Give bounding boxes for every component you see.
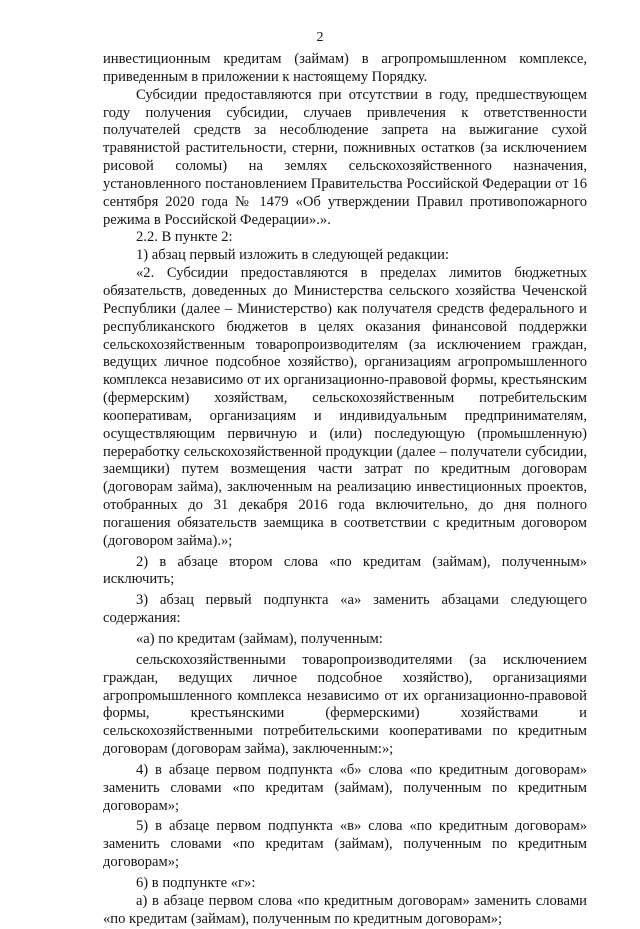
paragraph-item-6: 6) в подпункте «г»:	[136, 874, 256, 891]
paragraph-item-6-a: а) в абзаце первом слова «по кредитным договорам» заменить словами «по кредитам (займам), полученным по кредитным договорам»;	[103, 892, 587, 927]
page-number: 2	[316, 30, 324, 45]
paragraph-subitem-a-title: «а) по кредитам (займам), полученным:	[136, 631, 383, 647]
paragraph-item-2: 2) в абзаце втором слова «по кредитам (займам), полученным» исключить;	[103, 553, 587, 588]
paragraph-item-5: 5) в абзаце первом подпункта «в» слова «по кредитным договорам» заменить словами «по кредитам (займам), полученным по кредитным договорам»;	[103, 818, 587, 871]
paragraph-continuation: инвестиционным кредитам (займам) в агропромышленном комплексе, приведенным в приложении к настоящему Порядку.	[103, 51, 587, 85]
paragraph-subsidy-conditions: Субсидии предоставляются при отсутствии в году, предшествующем году получения субсидии, случаев привлечения к ответственности получателей средств за несоблюдение запрета на выжигание сухой травянистой растительности, стерни, пожнивных остатков (за исключением рисовой соломы) на землях сельскохозяйственного назначения, установленного постановлением Правительства Российской Федерации от 16 сентября 2020 года № 1479 «Об утверждении Правил противопожарного режима в Российской Федерации».».	[103, 86, 587, 228]
paragraph-subitem-a-text: сельскохозяйственными товаропроизводителями (за исключением граждан, ведущих личное подсобное хозяйство), организациями агропромышленного комплекса независимо от их организационно-правовой формы, крестьянскими (фермерскими) хозяйствами и сельскохозяйственными потребительскими кооперативами по кредитным договорам (договорам займа), заключенным:»;	[103, 651, 587, 758]
paragraph-section-2-2: 2.2. В пункте 2:	[136, 229, 233, 246]
paragraph-item-3: 3) абзац первый подпункта «а» заменить абзацами следующего содержания:	[103, 592, 587, 627]
paragraph-new-wording-point-2: «2. Субсидии предоставляются в пределах лимитов бюджетных обязательств, доведенных до Министерства сельского хозяйства Чеченской Республики (далее – Министерство) как получателя средств федерального и республиканского бюджетов в целях оказания финансовой поддержки сельскохозяйственным товаропроизводителям (за исключением граждан, ведущих личное подсобное хозяйство), организациям агропромышленного комплекса независимо от их организационно-правовой формы, крестьянским (фермерским) хозяйствам, сельскохозяйственным потребительским кооперативам, организациям и индивидуальным предпринимателям, осуществляющим первичную и (или) последующую (промышленную) переработку сельскохозяйственной продукции (далее – получатели субсидии, заемщики) путем возмещения части затрат по кредитным договорам (договорам займа), заключенным на реализацию инвестиционных проектов, отобранных до 31 декабря 2016 года включительно, до дня полного погашения обязательств заемщика в соответствии с кредитным договором (договором займа).»;	[103, 265, 587, 549]
paragraph-item-1: 1) абзац первый изложить в следующей редакции:	[136, 247, 449, 264]
paragraph-item-4: 4) в абзаце первом подпункта «б» слова «по кредитным договорам» заменить словами «по кредитам (займам), полученным по кредитным договорам»;	[103, 761, 587, 814]
document-body	[103, 51, 587, 929]
